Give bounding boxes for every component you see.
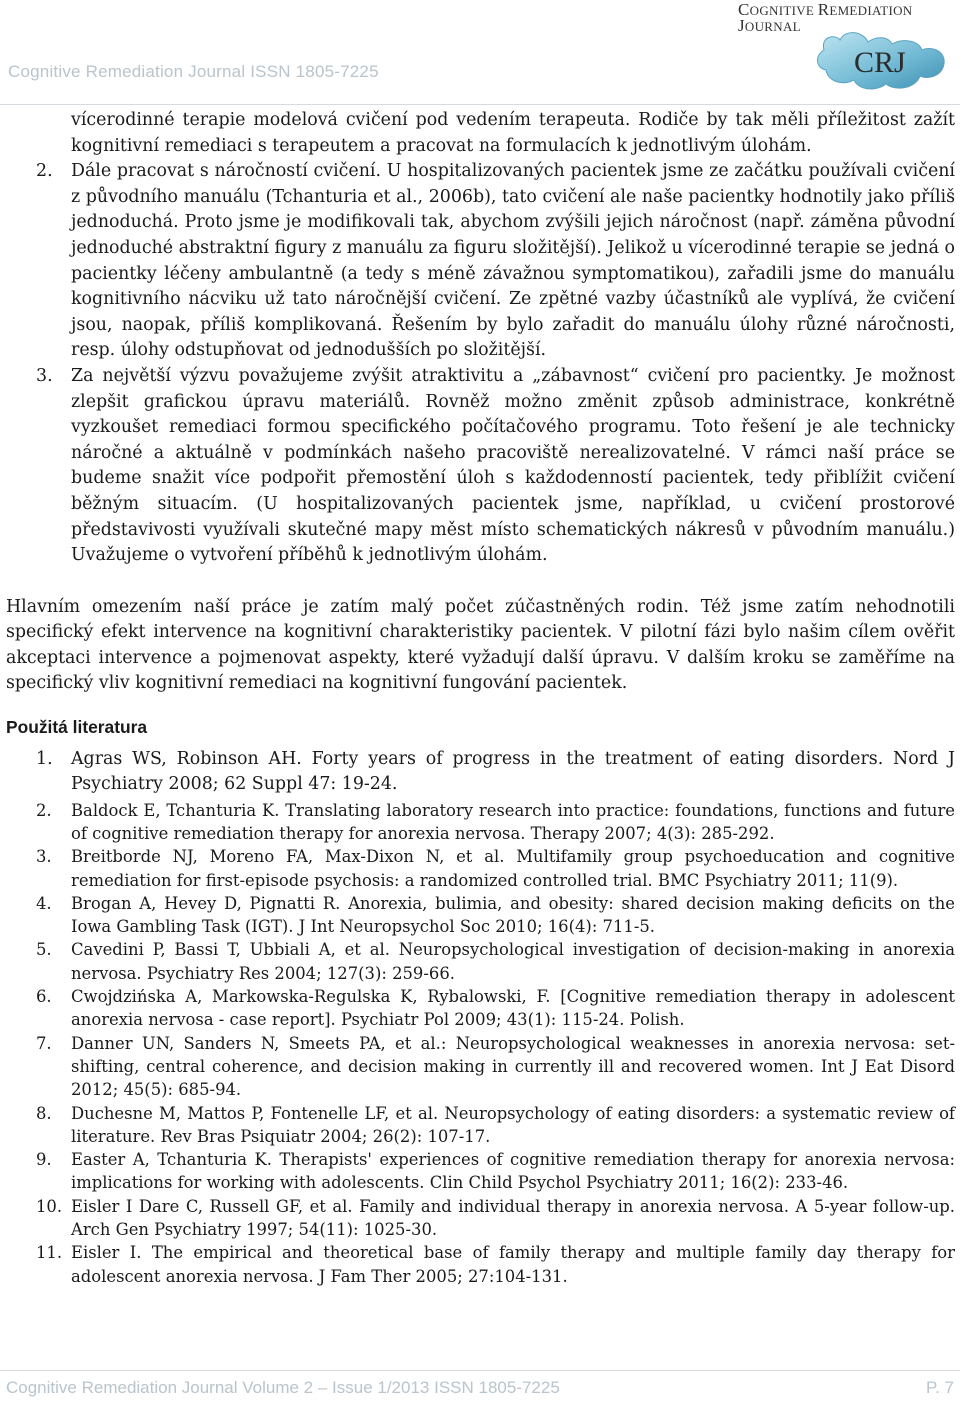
recommendations-list xyxy=(0,108,960,569)
list-item-number: 3. xyxy=(36,365,53,386)
references-heading: Použitá literatura xyxy=(6,717,148,738)
reference-item: 6. Cwojdzińska A, Markowska-Regulska K, Rybalowski, F. [Cognitive remediation therapy in adolescent anorexia nervosa - case report]. Psychiatr Pol 2009; 43(1): 115-24. Polish. xyxy=(36,987,955,1030)
list-item xyxy=(0,364,960,569)
header-divider xyxy=(0,104,960,105)
reference-item: 4. Brogan A, Hevey D, Pignatti R. Anorexia, bulimia, and obesity: shared decision making deficits on the Iowa Gambling Task (IGT). J Int Neuropsychol Soc 2010; 16(4): 711-5. xyxy=(36,893,955,937)
list-item xyxy=(0,159,960,364)
page-number: P. 7 xyxy=(925,1378,954,1397)
logo-line-2: JOURNAL xyxy=(738,16,801,35)
references-list xyxy=(0,747,960,1288)
article-body xyxy=(0,108,960,1288)
reference-item: 3. Breitborde NJ, Moreno FA, Max-Dixon N, et al. Multifamily group psychoeducation and cognitive remediation for first-episode psychosis: a randomized controlled trial. BMC Psychiatry 2011; 11(9). xyxy=(36,847,955,890)
footer-divider xyxy=(0,1370,960,1371)
reference-item: 9. Easter A, Tchanturia K. Therapists' experiences of cognitive remediation therapy for anorexia nervosa: implications for working with adolescents. Clin Child Psychol Psychiatry 2011; 16(2): 233-46. xyxy=(36,1150,955,1193)
logo-line-1: COGNITIVE REMEDIATION xyxy=(738,0,913,19)
journal-issn-header: Cognitive Remediation Journal ISSN 1805-7225 xyxy=(8,62,379,81)
list-item-text: Dále pracovat s náročností cvičení. U hospitalizovaných pacientek jsme ze začátku používali cvičení z původního manuálu (Tchanturia et al., 2006b), tato cvičení ale naše pacientky hodnotily jako příliš jednoduchá. Proto jsme je modifikovali tak, abychom zvýšili jejich náročnost (např. záměna původní jednoduché abstraktní figury z manuálu za figuru složitější). Jelikož u vícerodinné terapie se jedná o pacientky léčeny ambulantně (a tedy s méně závažnou symptomatikou), zařadili jsme do manuálu kognitivního nácviku už tato náročnější cvičení. Ze zpětné vazby účastníků ale vyplívá, že cvičení jsou, naopak, příliš komplikovaná. Řešením by bylo zařadit do manuálu úlohy různé náročnosti, resp. úlohy odstupňovat od jednodušších po složitější. xyxy=(71,161,955,361)
logo-mark-text: CRJ xyxy=(854,46,906,79)
limitations-paragraph: Hlavním omezením naší práce je zatím malý počet zúčastněných rodin. Též jsme zatím nehodnotili specifický efekt intervence na kognitivní charakteristiky pacientek. V pilotní fázi bylo našim cílem ověřit akceptaci intervence a pojmenovat aspekty, které vyžadují další úpravu. V dalším kroku se zaměříme na specifický vliv kognitivní remediaci na kognitivní fungování pacientek. xyxy=(6,596,955,694)
list-item-number: 2. xyxy=(36,161,53,182)
puzzle-logo-icon xyxy=(806,6,956,96)
reference-item: 8. Duchesne M, Mattos P, Fontenelle LF, et al. Neuropsychology of eating disorders: a systematic review of literature. Rev Bras Psiquiatr 2004; 26(2): 107-17. xyxy=(36,1103,955,1146)
reference-item: 11. Eisler I. The empirical and theoretical base of family therapy and multiple family day therapy for adolescent anorexia nervosa. J Fam Ther 2005; 27:104-131. xyxy=(36,1243,955,1286)
reference-item: 5. Cavedini P, Bassi T, Ubbiali A, et al. Neuropsychological investigation of decision-making in anorexia nervosa. Psychiatry Res 2004; 127(3): 259-66. xyxy=(36,940,955,983)
reference-item: 10. Eisler I Dare C, Russell GF, et al. Family and individual therapy in anorexia nervosa. A 5-year follow-up. Arch Gen Psychiatry 1997; 54(11): 1025-30. xyxy=(36,1196,955,1239)
reference-item: 7. Danner UN, Sanders N, Smeets PA, et al.: Neuropsychological weaknesses in anorexia nervosa: set-shifting, central coherence, and decision making in currently ill and recovered women. Int J Eat Disord 2012; 45(5): 685-94. xyxy=(36,1033,955,1100)
footer-journal-info: Cognitive Remediation Journal Volume 2 – Issue 1/2013 ISSN 1805-7225 xyxy=(6,1378,560,1397)
list-item: vícerodinné terapie modelová cvičení pod vedením terapeuta. Rodiče by tak měli příležitost zažít kognitivní remediaci s terapeutem a pracovat na formulacích k jednotlivým úlohám. xyxy=(71,110,955,156)
list-item-text: Za největší výzvu považujeme zvýšit atraktivitu a „zábavnost“ cvičení pro pacientky. Je možnost zlepšit grafickou úpravu materiálů. Rovněž možno změnit způsob administrace, konkrétně vyzkoušet remediaci formou specifického počítačového programu. Toto řešení je ale technicky náročné a aktuálně v podmínkách našeho pracoviště nerealizovatelné. V rámci naší práce se budeme snažit více podpořit přemostění úloh s každodenností pacientek, tedy přiblížit cvičení běžným situacím. (U hospitalizovaných pacientek jsme, například, u cvičení prostorové představivosti využívali skutečné mapy měst místo schematických nákresů v původním manuálu.) Uvažujeme o vytvoření příběhů k jednotlivým úlohám. xyxy=(71,365,955,566)
reference-item: 1. Agras WS, Robinson AH. Forty years of progress in the treatment of eating disorders. Nord J Psychiatry 2008; 62 Suppl 47: 19-24. xyxy=(36,748,955,794)
reference-item: 2. Baldock E, Tchanturia K. Translating laboratory research into practice: foundations, functions and future of cognitive remediation therapy for anorexia nervosa. Therapy 2007; 4(3): 285-292. xyxy=(36,800,955,843)
journal-logo xyxy=(736,0,960,98)
